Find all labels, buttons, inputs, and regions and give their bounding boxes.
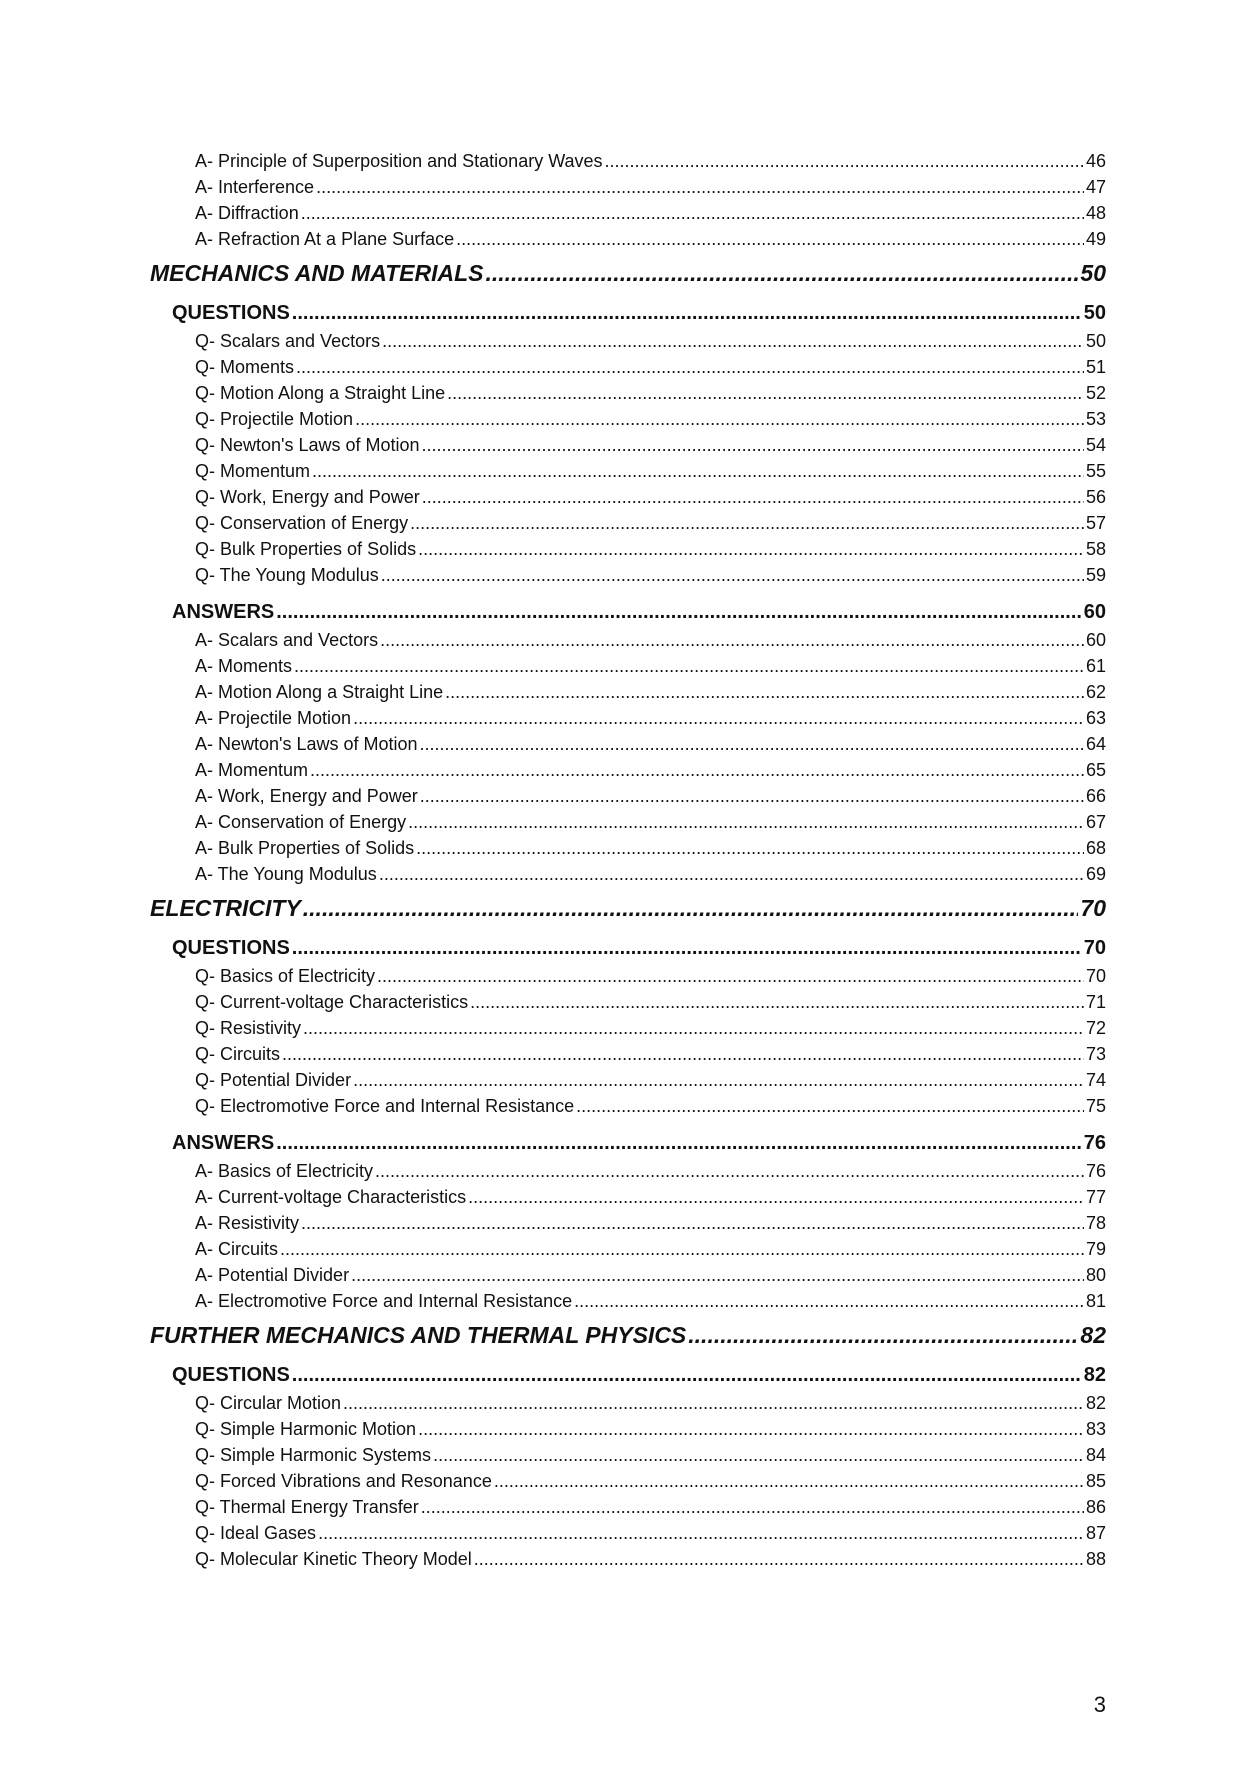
toc-entry-page: 75 bbox=[1085, 1096, 1106, 1116]
toc-entry-title: A- Current-voltage Characteristics bbox=[195, 1187, 467, 1207]
toc-entry-title: Q- Ideal Gases bbox=[195, 1523, 317, 1543]
toc-entry-title: Q- The Young Modulus bbox=[195, 565, 379, 585]
toc-entry-page: 86 bbox=[1085, 1497, 1106, 1517]
toc-entry-page: 58 bbox=[1085, 539, 1106, 559]
toc-entry-title: A- Electromotive Force and Internal Resistance bbox=[195, 1291, 573, 1311]
dot-leader bbox=[422, 486, 1084, 508]
toc-entry-title: Q- Projectile Motion bbox=[195, 409, 354, 429]
dot-leader bbox=[294, 655, 1084, 677]
toc-entry-title: Q- Molecular Kinetic Theory Model bbox=[195, 1549, 472, 1569]
toc-entry-page: 77 bbox=[1085, 1187, 1106, 1207]
toc-entry[interactable] bbox=[195, 382, 1106, 404]
toc-entry[interactable] bbox=[195, 1392, 1106, 1414]
toc-entry[interactable] bbox=[195, 681, 1106, 703]
toc-entry[interactable] bbox=[195, 965, 1106, 987]
toc-entry[interactable] bbox=[195, 629, 1106, 651]
toc-entry-page: 79 bbox=[1085, 1239, 1106, 1259]
toc-entry-page: 73 bbox=[1085, 1044, 1106, 1064]
toc-entry[interactable] bbox=[195, 1444, 1106, 1466]
toc-entry[interactable] bbox=[195, 837, 1106, 859]
toc-entry[interactable] bbox=[195, 759, 1106, 781]
toc-entry[interactable] bbox=[195, 202, 1106, 224]
toc-entry[interactable] bbox=[195, 1290, 1106, 1312]
toc-entry-page: 74 bbox=[1085, 1070, 1106, 1090]
toc-entry-title: Q- Newton's Laws of Motion bbox=[195, 435, 420, 455]
toc-entry-page: 83 bbox=[1085, 1419, 1106, 1439]
toc-entry-page: 60 bbox=[1085, 630, 1106, 650]
dot-leader bbox=[574, 1290, 1084, 1312]
toc-entry-title: Q- Resistivity bbox=[195, 1018, 302, 1038]
toc-entry-page: 51 bbox=[1085, 357, 1106, 377]
toc-entry-title: Q- Work, Energy and Power bbox=[195, 487, 420, 507]
toc-entry-title: Q- Circuits bbox=[195, 1044, 280, 1064]
toc-entry-title: A- Potential Divider bbox=[195, 1265, 350, 1285]
toc-entry-title: A- Scalars and Vectors bbox=[195, 630, 379, 650]
dot-leader bbox=[422, 434, 1084, 456]
page-number: 3 bbox=[1093, 1692, 1106, 1717]
dot-leader bbox=[343, 1392, 1084, 1414]
toc-entry[interactable] bbox=[195, 460, 1106, 482]
toc-entry[interactable] bbox=[195, 1212, 1106, 1234]
dot-leader bbox=[410, 512, 1084, 534]
toc-entry[interactable] bbox=[195, 150, 1106, 172]
toc-entry-page: 50 bbox=[1083, 302, 1106, 324]
dot-leader bbox=[421, 1496, 1084, 1518]
toc-entry[interactable] bbox=[195, 707, 1106, 729]
toc-entry-title: A- Diffraction bbox=[195, 203, 299, 223]
toc-entry[interactable] bbox=[195, 1264, 1106, 1286]
toc-entry-title: A- Interference bbox=[195, 177, 315, 197]
dot-leader bbox=[381, 564, 1084, 586]
toc-entry-page: 70 bbox=[1083, 937, 1106, 959]
toc-entry-page: 65 bbox=[1085, 760, 1106, 780]
dot-leader bbox=[296, 356, 1084, 378]
toc-entry[interactable] bbox=[195, 176, 1106, 198]
dot-leader bbox=[377, 965, 1084, 987]
dot-leader bbox=[353, 1069, 1084, 1091]
toc-entry[interactable] bbox=[195, 486, 1106, 508]
dot-leader bbox=[416, 837, 1084, 859]
toc-entry-page: 50 bbox=[1085, 331, 1106, 351]
toc-entry[interactable] bbox=[195, 1160, 1106, 1182]
toc-entry-page: 68 bbox=[1085, 838, 1106, 858]
toc-entry-title: Q- Electromotive Force and Internal Resistance bbox=[195, 1096, 575, 1116]
dot-leader bbox=[470, 991, 1084, 1013]
toc-entry[interactable] bbox=[195, 811, 1106, 833]
toc-entry[interactable] bbox=[195, 1496, 1106, 1518]
toc-entry-title: FURTHER MECHANICS AND THERMAL PHYSICS bbox=[150, 1322, 687, 1348]
toc-entry-title: Q- Simple Harmonic Systems bbox=[195, 1445, 432, 1465]
toc-entry-title: Q- Moments bbox=[195, 357, 295, 377]
toc-entry-title: Q- Momentum bbox=[195, 461, 311, 481]
dot-leader bbox=[316, 176, 1084, 198]
dot-leader bbox=[353, 707, 1084, 729]
toc-entry-title: A- The Young Modulus bbox=[195, 864, 377, 884]
toc-entry-page: 62 bbox=[1085, 682, 1106, 702]
toc-entry-page: 82 bbox=[1083, 1364, 1106, 1386]
toc-entry-title: Q- Basics of Electricity bbox=[195, 966, 376, 986]
toc-entry[interactable] bbox=[195, 733, 1106, 755]
dot-leader bbox=[408, 811, 1084, 833]
toc-entry-title: Q- Conservation of Energy bbox=[195, 513, 409, 533]
dot-leader bbox=[418, 538, 1084, 560]
toc-entry[interactable] bbox=[195, 1238, 1106, 1260]
dot-leader bbox=[688, 1321, 1078, 1349]
dot-leader bbox=[445, 681, 1084, 703]
dot-leader bbox=[351, 1264, 1084, 1286]
toc-entry[interactable] bbox=[195, 991, 1106, 1013]
toc-entry-title: Q- Simple Harmonic Motion bbox=[195, 1419, 417, 1439]
dot-leader bbox=[418, 1418, 1084, 1440]
toc-entry-title: A- Basics of Electricity bbox=[195, 1161, 374, 1181]
dot-leader bbox=[292, 936, 1082, 960]
toc-entry-title: A- Conservation of Energy bbox=[195, 812, 407, 832]
toc-entry-page: 70 bbox=[1085, 966, 1106, 986]
dot-leader bbox=[433, 1444, 1084, 1466]
toc-entry-page: 78 bbox=[1085, 1213, 1106, 1233]
toc-entry-title: A- Refraction At a Plane Surface bbox=[195, 229, 455, 249]
toc-entry-title: QUESTIONS bbox=[172, 937, 290, 959]
toc-entry-title: A- Principle of Superposition and Stationary Waves bbox=[195, 151, 603, 171]
dot-leader bbox=[576, 1095, 1084, 1117]
toc-entry[interactable] bbox=[195, 538, 1106, 560]
dot-leader bbox=[310, 759, 1084, 781]
toc-entry-title: A- Moments bbox=[195, 656, 293, 676]
toc-entry-title: Q- Circular Motion bbox=[195, 1393, 342, 1413]
toc-entry-page: 56 bbox=[1085, 487, 1106, 507]
toc-entry-page: 81 bbox=[1085, 1291, 1106, 1311]
toc-entry-title: QUESTIONS bbox=[172, 302, 290, 324]
toc-entry-title: Q- Forced Vibrations and Resonance bbox=[195, 1471, 492, 1491]
toc-entry[interactable] bbox=[195, 1043, 1106, 1065]
dot-leader bbox=[382, 330, 1084, 352]
toc-section-heading[interactable] bbox=[172, 600, 1106, 624]
toc-entry-page: 61 bbox=[1085, 656, 1106, 676]
toc-entry-title: A- Circuits bbox=[195, 1239, 279, 1259]
toc-entry-title: A- Newton's Laws of Motion bbox=[195, 734, 418, 754]
dot-leader bbox=[292, 1363, 1082, 1387]
toc-entry[interactable] bbox=[195, 1069, 1106, 1091]
toc-entry[interactable] bbox=[195, 408, 1106, 430]
toc-entry-page: 80 bbox=[1085, 1265, 1106, 1285]
toc-entry[interactable] bbox=[195, 330, 1106, 352]
dot-leader bbox=[292, 301, 1082, 325]
dot-leader bbox=[355, 408, 1084, 430]
dot-leader bbox=[280, 1238, 1084, 1260]
toc-section-heading[interactable] bbox=[172, 1131, 1106, 1155]
toc-entry-title: Q- Motion Along a Straight Line bbox=[195, 383, 446, 403]
toc-entry-title: Q- Bulk Properties of Solids bbox=[195, 539, 417, 559]
toc-entry-page: 53 bbox=[1085, 409, 1106, 429]
toc-entry-title: A- Work, Energy and Power bbox=[195, 786, 418, 806]
dot-leader bbox=[474, 1548, 1084, 1570]
toc-entry-page: 63 bbox=[1085, 708, 1106, 728]
toc-entry-page: 64 bbox=[1085, 734, 1106, 754]
dot-leader bbox=[301, 1212, 1084, 1234]
toc-entry-page: 52 bbox=[1085, 383, 1106, 403]
toc-entry-page: 59 bbox=[1085, 565, 1106, 585]
toc-entry[interactable] bbox=[195, 1418, 1106, 1440]
dot-leader bbox=[486, 259, 1079, 287]
toc-entry-page: 54 bbox=[1085, 435, 1106, 455]
toc-entry-page: 60 bbox=[1083, 601, 1106, 623]
dot-leader bbox=[303, 1017, 1084, 1039]
dot-leader bbox=[318, 1522, 1084, 1544]
toc-entry-page: 69 bbox=[1085, 864, 1106, 884]
toc-entry[interactable] bbox=[195, 564, 1106, 586]
toc-entry-title: ANSWERS bbox=[172, 601, 275, 623]
toc-entry-page: 55 bbox=[1085, 461, 1106, 481]
toc-entry-title: Q- Scalars and Vectors bbox=[195, 331, 381, 351]
toc-entry-page: 88 bbox=[1085, 1549, 1106, 1569]
toc-entry-title: A- Motion Along a Straight Line bbox=[195, 682, 444, 702]
toc-entry-page: 46 bbox=[1085, 151, 1106, 171]
toc-entry[interactable] bbox=[195, 1522, 1106, 1544]
toc-entry-title: ANSWERS bbox=[172, 1132, 275, 1154]
toc-chapter-heading[interactable] bbox=[150, 259, 1106, 287]
toc-entry-title: ELECTRICITY bbox=[150, 895, 301, 921]
dot-leader bbox=[420, 733, 1084, 755]
toc-entry-title: A- Projectile Motion bbox=[195, 708, 352, 728]
toc-entry-page: 71 bbox=[1085, 992, 1106, 1012]
dot-leader bbox=[379, 863, 1084, 885]
toc-chapter-heading[interactable] bbox=[150, 1321, 1106, 1349]
toc-entry-title: Q- Thermal Energy Transfer bbox=[195, 1497, 419, 1517]
toc-entry-page: 67 bbox=[1085, 812, 1106, 832]
dot-leader bbox=[303, 894, 1079, 922]
dot-leader bbox=[456, 228, 1084, 250]
dot-leader bbox=[312, 460, 1084, 482]
toc-entry-title: Q- Potential Divider bbox=[195, 1070, 352, 1090]
toc-entry[interactable] bbox=[195, 785, 1106, 807]
toc-entry-page: 47 bbox=[1085, 177, 1106, 197]
toc-entry-page: 84 bbox=[1085, 1445, 1106, 1465]
toc-entry-page: 82 bbox=[1080, 1322, 1106, 1348]
toc-entry[interactable] bbox=[195, 1017, 1106, 1039]
toc-entry-page: 57 bbox=[1085, 513, 1106, 533]
toc-entry[interactable] bbox=[195, 863, 1106, 885]
dot-leader bbox=[276, 1131, 1082, 1155]
dot-leader bbox=[605, 150, 1084, 172]
toc-entry-page: 76 bbox=[1085, 1161, 1106, 1181]
toc-entry[interactable] bbox=[195, 1548, 1106, 1570]
toc-entry-page: 50 bbox=[1080, 260, 1106, 286]
toc-entry-title: A- Bulk Properties of Solids bbox=[195, 838, 415, 858]
dot-leader bbox=[420, 785, 1084, 807]
dot-leader bbox=[494, 1470, 1084, 1492]
toc-entry-page: 87 bbox=[1085, 1523, 1106, 1543]
toc-entry[interactable] bbox=[195, 228, 1106, 250]
toc-entry[interactable] bbox=[195, 655, 1106, 677]
toc-entry[interactable] bbox=[195, 356, 1106, 378]
toc-entry[interactable] bbox=[195, 512, 1106, 534]
dot-leader bbox=[468, 1186, 1084, 1208]
toc-entry[interactable] bbox=[195, 1095, 1106, 1117]
toc-entry-title: MECHANICS AND MATERIALS bbox=[150, 260, 484, 286]
toc-entry[interactable] bbox=[195, 1186, 1106, 1208]
toc-entry-page: 70 bbox=[1080, 895, 1106, 921]
toc-section-heading[interactable] bbox=[172, 1363, 1106, 1387]
toc-entry-page: 72 bbox=[1085, 1018, 1106, 1038]
toc-section-heading[interactable] bbox=[172, 301, 1106, 325]
toc-entry-page: 76 bbox=[1083, 1132, 1106, 1154]
dot-leader bbox=[447, 382, 1084, 404]
toc-entry-title: Q- Current-voltage Characteristics bbox=[195, 992, 469, 1012]
toc-chapter-heading[interactable] bbox=[150, 894, 1106, 922]
toc-entry-title: QUESTIONS bbox=[172, 1364, 290, 1386]
toc-entry-title: A- Momentum bbox=[195, 760, 309, 780]
toc-section-heading[interactable] bbox=[172, 936, 1106, 960]
dot-leader bbox=[301, 202, 1084, 224]
dot-leader bbox=[276, 600, 1082, 624]
toc-entry-page: 48 bbox=[1085, 203, 1106, 223]
toc-entry-page: 49 bbox=[1085, 229, 1106, 249]
toc-entry-page: 66 bbox=[1085, 786, 1106, 806]
dot-leader bbox=[380, 629, 1084, 651]
toc-entry-page: 85 bbox=[1085, 1471, 1106, 1491]
toc-entry[interactable] bbox=[195, 1470, 1106, 1492]
dot-leader bbox=[375, 1160, 1084, 1182]
toc-entry-page: 82 bbox=[1085, 1393, 1106, 1413]
toc-entry-title: A- Resistivity bbox=[195, 1213, 300, 1233]
toc-entry[interactable] bbox=[195, 434, 1106, 456]
dot-leader bbox=[282, 1043, 1084, 1065]
